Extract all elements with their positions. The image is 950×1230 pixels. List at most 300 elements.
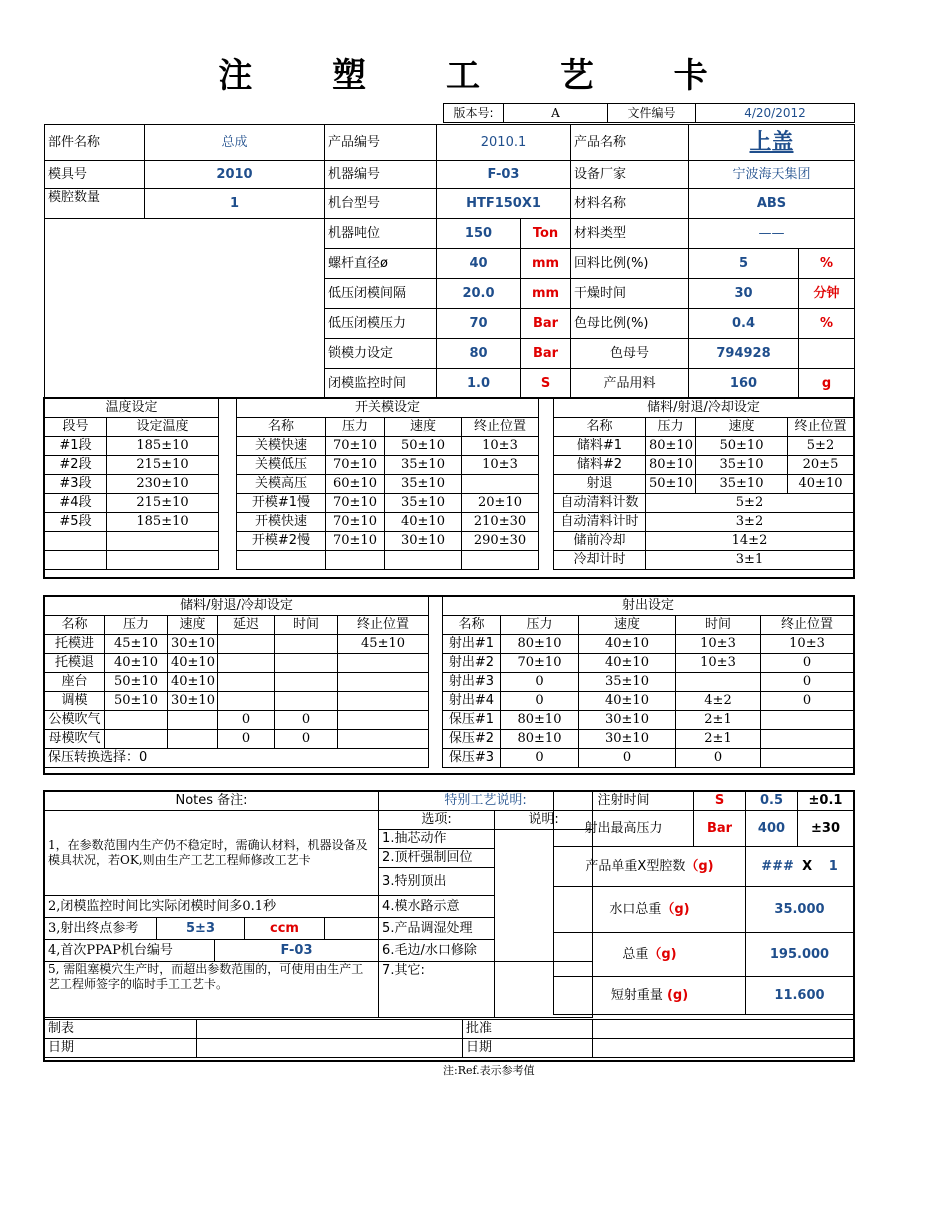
version-table — [443, 103, 855, 123]
special-item-7: 7.其它: — [379, 962, 495, 1018]
color-ratio-label: 色母比例(%) — [571, 309, 689, 339]
eject-header-2: 速度 — [168, 616, 218, 635]
inject-table — [442, 596, 854, 768]
inject-cell: 0 — [761, 673, 854, 692]
mold-row — [237, 513, 539, 532]
short-value: 11.600 — [746, 977, 854, 1015]
eject-header-4: 时间 — [275, 616, 338, 635]
machine-no-label: 机器编号 — [325, 161, 437, 189]
charge-cell: 射退 — [554, 475, 646, 494]
inject-cell: 80±10 — [501, 635, 579, 654]
charge-cell: 50±10 — [696, 437, 788, 456]
inj-time-label: 注射时间 — [554, 792, 694, 811]
file-no-value: 4/20/2012 — [696, 104, 855, 123]
inject-cell: 80±10 — [501, 730, 579, 749]
total-label: 总重 — [622, 946, 649, 962]
clamp-value: 80 — [437, 339, 521, 369]
mold-table — [236, 398, 539, 570]
made-by-field — [197, 1020, 463, 1039]
charge-row — [554, 437, 854, 456]
inject-cell: 30±10 — [579, 730, 676, 749]
inject-row — [443, 730, 854, 749]
product-no-value: 2010.1 — [437, 125, 571, 161]
charge-cell: 80±10 — [646, 437, 696, 456]
max-press-tol: ±30 — [798, 811, 854, 847]
mold-cell: 关模快速 — [237, 437, 326, 456]
inject-cell: 射出#2 — [443, 654, 501, 673]
tonnage-value: 150 — [437, 219, 521, 249]
product-name-label: 产品名称 — [571, 125, 689, 161]
special-item-2: 2.顶杆强制回位 — [379, 849, 495, 868]
eject-cell — [275, 673, 338, 692]
charge-header-3: 终止位置 — [788, 418, 854, 437]
eject-cell: 45±10 — [338, 635, 429, 654]
clamp-unit: Bar — [521, 339, 571, 369]
eject-cell — [105, 730, 168, 749]
regrind-value: 5 — [689, 249, 799, 279]
close-mon-value: 1.0 — [437, 369, 521, 399]
mold-header-1: 压力 — [326, 418, 385, 437]
mold-cell: 70±10 — [326, 532, 385, 551]
inject-cell: 30±10 — [579, 711, 676, 730]
special-item-3: 3.特别顶出 — [379, 868, 495, 896]
inj-time-tol: ±0.1 — [798, 792, 854, 811]
charge-extra-row — [554, 551, 854, 570]
charge-extra-row — [554, 532, 854, 551]
mat-type-value: —— — [689, 219, 855, 249]
mold-row — [237, 475, 539, 494]
runner-value: 35.000 — [746, 887, 854, 933]
mold-cell: 10±3 — [462, 437, 539, 456]
mold-cell: 40±10 — [385, 513, 462, 532]
inject-cell — [676, 673, 761, 692]
special-desc-header: 说明: — [495, 811, 593, 830]
charge-table — [553, 398, 854, 570]
inject-cell: 35±10 — [579, 673, 676, 692]
lp-press-label: 低压闭模压力 — [325, 309, 437, 339]
charge-cell: 35±10 — [696, 456, 788, 475]
eject-cell — [338, 673, 429, 692]
notes-title: Notes 备注: — [45, 792, 379, 811]
charge-extra-value: 3±2 — [646, 513, 854, 532]
max-press-value: 400 — [746, 811, 798, 847]
eject-cell: 托模退 — [45, 654, 105, 673]
short-label: 短射重量 — [610, 987, 663, 1003]
eject-cell: 50±10 — [105, 692, 168, 711]
lp-press-value: 70 — [437, 309, 521, 339]
lp-gap-unit: mm — [521, 279, 571, 309]
note-5: 5, 需阻塞模穴生产时，而超出参数范围的，可使用由生产工艺工程师签字的临时手工工艺卡。 — [45, 962, 379, 1018]
mold-row — [237, 532, 539, 551]
date-field-1 — [197, 1039, 463, 1058]
notes-table — [44, 791, 593, 1018]
mold-cell — [462, 475, 539, 494]
eject-cell: 母模吹气 — [45, 730, 105, 749]
eject-cell — [338, 730, 429, 749]
inject-cell — [761, 711, 854, 730]
eject-cell — [338, 692, 429, 711]
inject-cell: 10±3 — [676, 654, 761, 673]
charge-header-1: 压力 — [646, 418, 696, 437]
inject-cell: 10±3 — [761, 635, 854, 654]
info-table — [44, 124, 855, 399]
charge-cell: 40±10 — [788, 475, 854, 494]
inject-cell: 70±10 — [501, 654, 579, 673]
charge-extra-value: 3±1 — [646, 551, 854, 570]
mold-row — [237, 437, 539, 456]
screw-label: 螺杆直径ø — [325, 249, 437, 279]
temp-row — [45, 532, 219, 551]
temp-cell: 215±10 — [107, 494, 219, 513]
mold-row — [237, 551, 539, 570]
inject-cell: 0 — [761, 654, 854, 673]
product-name-value: 上盖 — [689, 125, 855, 161]
charge-row — [554, 475, 854, 494]
part-name-value: 总成 — [145, 125, 325, 161]
page-title: 注 塑 工 艺 卡 — [218, 56, 742, 96]
footer-note: 注:Ref.表示参考值 — [443, 1064, 535, 1077]
temp-row — [45, 475, 219, 494]
version-label: 版本号: — [444, 104, 504, 123]
charge-cell: 储料#1 — [554, 437, 646, 456]
inject-cell: 2±1 — [676, 711, 761, 730]
hold-switch: 保压转换选择：0 — [45, 749, 429, 768]
eject-table — [44, 596, 429, 768]
mold-header-3: 终止位置 — [462, 418, 539, 437]
date-label-2: 日期 — [463, 1039, 593, 1058]
lp-gap-value: 20.0 — [437, 279, 521, 309]
mold-row — [237, 494, 539, 513]
made-by-label: 制表 — [45, 1020, 197, 1039]
temp-cell: #5段 — [45, 513, 107, 532]
charge-cell: 5±2 — [788, 437, 854, 456]
lp-press-unit: Bar — [521, 309, 571, 339]
temp-cell — [45, 551, 107, 570]
note-3: 3,射出终点参考 — [45, 918, 157, 940]
inject-cell: 0 — [579, 749, 676, 768]
mold-cell: 70±10 — [326, 494, 385, 513]
inject-row — [443, 654, 854, 673]
eject-header-3: 延迟 — [218, 616, 275, 635]
regrind-label: 回料比例(%) — [571, 249, 689, 279]
eject-cell — [218, 673, 275, 692]
mold-cell: 210±30 — [462, 513, 539, 532]
mold-row — [237, 456, 539, 475]
eject-cell: 0 — [218, 730, 275, 749]
color-ratio-unit: % — [799, 309, 855, 339]
eject-row — [45, 730, 429, 749]
part-name-label: 部件名称 — [45, 125, 145, 161]
total-value: 195.000 — [746, 933, 854, 977]
eject-cell — [105, 711, 168, 730]
usage-value: 160 — [689, 369, 799, 399]
mold-cell: 30±10 — [385, 532, 462, 551]
eject-header-1: 压力 — [105, 616, 168, 635]
inject-cell: 80±10 — [501, 711, 579, 730]
date-label-1: 日期 — [45, 1039, 197, 1058]
mold-header-0: 名称 — [237, 418, 326, 437]
eject-cell: 0 — [218, 711, 275, 730]
temp-h1: 段号 — [45, 418, 107, 437]
eject-header-5: 终止位置 — [338, 616, 429, 635]
dry-value: 30 — [689, 279, 799, 309]
approve-label: 批准 — [463, 1020, 593, 1039]
inject-cell: 射出#3 — [443, 673, 501, 692]
temp-cell: #2段 — [45, 456, 107, 475]
approve-field — [593, 1020, 855, 1039]
temp-cell: 185±10 — [107, 437, 219, 456]
eject-cell: 公模吹气 — [45, 711, 105, 730]
eject-row — [45, 711, 429, 730]
product-no-label: 产品编号 — [325, 125, 437, 161]
usage-label: 产品用料 — [571, 369, 689, 399]
material-label: 材料名称 — [571, 189, 689, 219]
inject-title: 射出设定 — [443, 597, 854, 616]
temp-cell — [45, 532, 107, 551]
charge-cell: 储料#2 — [554, 456, 646, 475]
mold-cell: 关模低压 — [237, 456, 326, 475]
inject-cell: 0 — [501, 692, 579, 711]
temp-h2: 设定温度 — [107, 418, 219, 437]
usage-unit: g — [799, 369, 855, 399]
inject-cell: 保压#2 — [443, 730, 501, 749]
temp-row — [45, 456, 219, 475]
model-value: HTF150X1 — [437, 189, 571, 219]
charge-header-2: 速度 — [696, 418, 788, 437]
mold-title: 开关模设定 — [237, 399, 539, 418]
temp-cell — [107, 551, 219, 570]
color-no-value: 794928 — [689, 339, 799, 369]
cavity-label: 模腔数量 — [45, 189, 145, 219]
date-field-2 — [593, 1039, 855, 1058]
eject-cell — [338, 711, 429, 730]
note-2: 2,闭模监控时间比实际闭模时间多0.1秒 — [45, 896, 379, 918]
mold-no-value: 2010 — [145, 161, 325, 189]
inject-cell: 40±10 — [579, 654, 676, 673]
charge-extra-label: 自动清料计时 — [554, 513, 646, 532]
mold-cell: 20±10 — [462, 494, 539, 513]
charge-row — [554, 456, 854, 475]
inject-header-2: 速度 — [579, 616, 676, 635]
times-sign: X — [802, 858, 813, 874]
special-item-6: 6.毛边/水口修除 — [379, 940, 495, 962]
signature-table — [44, 1019, 855, 1058]
maker-value: 宁波海天集团 — [689, 161, 855, 189]
mold-cell: 关模高压 — [237, 475, 326, 494]
eject-row — [45, 654, 429, 673]
inject-header-4: 终止位置 — [761, 616, 854, 635]
material-value: ABS — [689, 189, 855, 219]
temp-row — [45, 437, 219, 456]
eject-cell — [168, 711, 218, 730]
short-unit: (g) — [666, 987, 689, 1003]
mold-cell: 35±10 — [385, 475, 462, 494]
inject-cell: 保压#1 — [443, 711, 501, 730]
temp-rows — [45, 437, 219, 570]
temp-title: 温度设定 — [45, 399, 219, 418]
product-image-area — [45, 219, 325, 399]
file-no-label: 文件编号 — [608, 104, 696, 123]
note-1: 1，在参数范围内生产仍不稳定时，需确认材料，机器设备及模具状况，若OK,则由生产工艺工程师修改工艺卡 — [45, 811, 379, 896]
eject-cell: 30±10 — [168, 692, 218, 711]
inject-cell: 0 — [501, 673, 579, 692]
color-ratio-value: 0.4 — [689, 309, 799, 339]
mold-no-label: 模具号 — [45, 161, 145, 189]
eject-cell — [218, 635, 275, 654]
inj-time-value: 0.5 — [746, 792, 798, 811]
inject-row — [443, 711, 854, 730]
note-3-value: 5±3 — [157, 918, 245, 940]
inject-cell: 0 — [761, 692, 854, 711]
color-no-label: 色母号 — [571, 339, 689, 369]
temp-row — [45, 513, 219, 532]
note-4-value: F-03 — [215, 940, 379, 962]
temp-cell: 215±10 — [107, 456, 219, 475]
cavity-value: 1 — [145, 189, 325, 219]
charge-extra-row — [554, 513, 854, 532]
inject-header-3: 时间 — [676, 616, 761, 635]
charge-extra-row — [554, 494, 854, 513]
temp-cell: #1段 — [45, 437, 107, 456]
inject-cell: 射出#1 — [443, 635, 501, 654]
cavity-count: 1 — [828, 858, 838, 874]
lp-gap-label: 低压闭模间隔 — [325, 279, 437, 309]
inject-cell: 40±10 — [579, 692, 676, 711]
dry-label: 干燥时间 — [571, 279, 689, 309]
eject-cell: 50±10 — [105, 673, 168, 692]
summary-table — [553, 791, 854, 1015]
special-item-5: 5.产品调湿处理 — [379, 918, 495, 940]
eject-cell — [168, 730, 218, 749]
mold-cell: 35±10 — [385, 494, 462, 513]
special-item-4: 4.模水路示意 — [379, 896, 495, 918]
eject-cell: 40±10 — [168, 673, 218, 692]
inject-cell: 40±10 — [579, 635, 676, 654]
machine-no-value: F-03 — [437, 161, 571, 189]
inject-row — [443, 692, 854, 711]
model-label: 机台型号 — [325, 189, 437, 219]
eject-row — [45, 692, 429, 711]
inject-cell: 10±3 — [676, 635, 761, 654]
temp-row — [45, 551, 219, 570]
eject-cell: 40±10 — [168, 654, 218, 673]
mold-cell: 开模快速 — [237, 513, 326, 532]
inject-cell: 保压#3 — [443, 749, 501, 768]
mold-cell — [326, 551, 385, 570]
mold-cell: 10±3 — [462, 456, 539, 475]
clamp-label: 锁模力设定 — [325, 339, 437, 369]
temp-cell: 185±10 — [107, 513, 219, 532]
screw-value: 40 — [437, 249, 521, 279]
mat-type-label: 材料类型 — [571, 219, 689, 249]
screw-unit: mm — [521, 249, 571, 279]
charge-extra-label: 储前冷却 — [554, 532, 646, 551]
max-press-label: 射出最高压力 — [554, 811, 694, 847]
eject-cell: 45±10 — [105, 635, 168, 654]
note-4: 4,首次PPAP机台编号 — [45, 940, 215, 962]
close-mon-unit: S — [521, 369, 571, 399]
note-3-unit: ccm — [245, 918, 325, 940]
eject-cell — [275, 654, 338, 673]
max-press-unit: Bar — [694, 811, 746, 847]
eject-cell — [275, 635, 338, 654]
eject-row — [45, 635, 429, 654]
charge-cell: 80±10 — [646, 456, 696, 475]
mold-cell: 开模#1慢 — [237, 494, 326, 513]
mold-cell — [237, 551, 326, 570]
charge-extra-label: 冷却计时 — [554, 551, 646, 570]
charge-extra-label: 自动清料计数 — [554, 494, 646, 513]
inject-row — [443, 749, 854, 768]
special-title: 特别工艺说明: — [379, 792, 593, 811]
dry-unit: 分钟 — [799, 279, 855, 309]
unit-weight-label: 产品单重X型腔数 — [585, 858, 686, 874]
runner-label: 水口总重 — [609, 901, 662, 917]
temp-cell — [107, 532, 219, 551]
eject-cell — [338, 654, 429, 673]
mold-cell: 70±10 — [326, 437, 385, 456]
inject-cell: 射出#4 — [443, 692, 501, 711]
charge-extra-value: 14±2 — [646, 532, 854, 551]
temperature-table — [44, 398, 219, 570]
eject-cell — [275, 692, 338, 711]
total-unit: （g) — [648, 946, 677, 962]
inject-row — [443, 635, 854, 654]
tonnage-label: 机器吨位 — [325, 219, 437, 249]
eject-cell: 托模进 — [45, 635, 105, 654]
charge-title: 储料/射退/冷却设定 — [554, 399, 854, 418]
eject-row — [45, 673, 429, 692]
special-item-1: 1.抽芯动作 — [379, 830, 495, 849]
mold-cell: 70±10 — [326, 513, 385, 532]
eject-cell: 30±10 — [168, 635, 218, 654]
mold-cell: 60±10 — [326, 475, 385, 494]
regrind-unit: % — [799, 249, 855, 279]
charge-header-0: 名称 — [554, 418, 646, 437]
eject-title: 储料/射退/冷却设定 — [45, 597, 429, 616]
inj-time-unit: S — [694, 792, 746, 811]
eject-cell: 0 — [275, 711, 338, 730]
mold-header-2: 速度 — [385, 418, 462, 437]
mold-cell: 开模#2慢 — [237, 532, 326, 551]
charge-cell: 50±10 — [646, 475, 696, 494]
inject-cell: 2±1 — [676, 730, 761, 749]
eject-cell — [218, 654, 275, 673]
eject-cell: 调模 — [45, 692, 105, 711]
mold-cell — [385, 551, 462, 570]
mold-cell: 290±30 — [462, 532, 539, 551]
mold-cell: 70±10 — [326, 456, 385, 475]
inject-header-1: 压力 — [501, 616, 579, 635]
maker-label: 设备厂家 — [571, 161, 689, 189]
runner-unit: （g) — [661, 901, 690, 917]
tonnage-unit: Ton — [521, 219, 571, 249]
charge-cell: 20±5 — [788, 456, 854, 475]
mold-cell — [462, 551, 539, 570]
charge-extra-value: 5±2 — [646, 494, 854, 513]
inject-cell — [761, 730, 854, 749]
eject-cell — [218, 692, 275, 711]
eject-header-0: 名称 — [45, 616, 105, 635]
eject-cell: 0 — [275, 730, 338, 749]
inject-cell: 0 — [501, 749, 579, 768]
mold-cell: 50±10 — [385, 437, 462, 456]
unit-weight-value: ### — [761, 858, 794, 874]
inject-row — [443, 673, 854, 692]
charge-cell: 35±10 — [696, 475, 788, 494]
temp-cell: #3段 — [45, 475, 107, 494]
temp-cell: #4段 — [45, 494, 107, 513]
